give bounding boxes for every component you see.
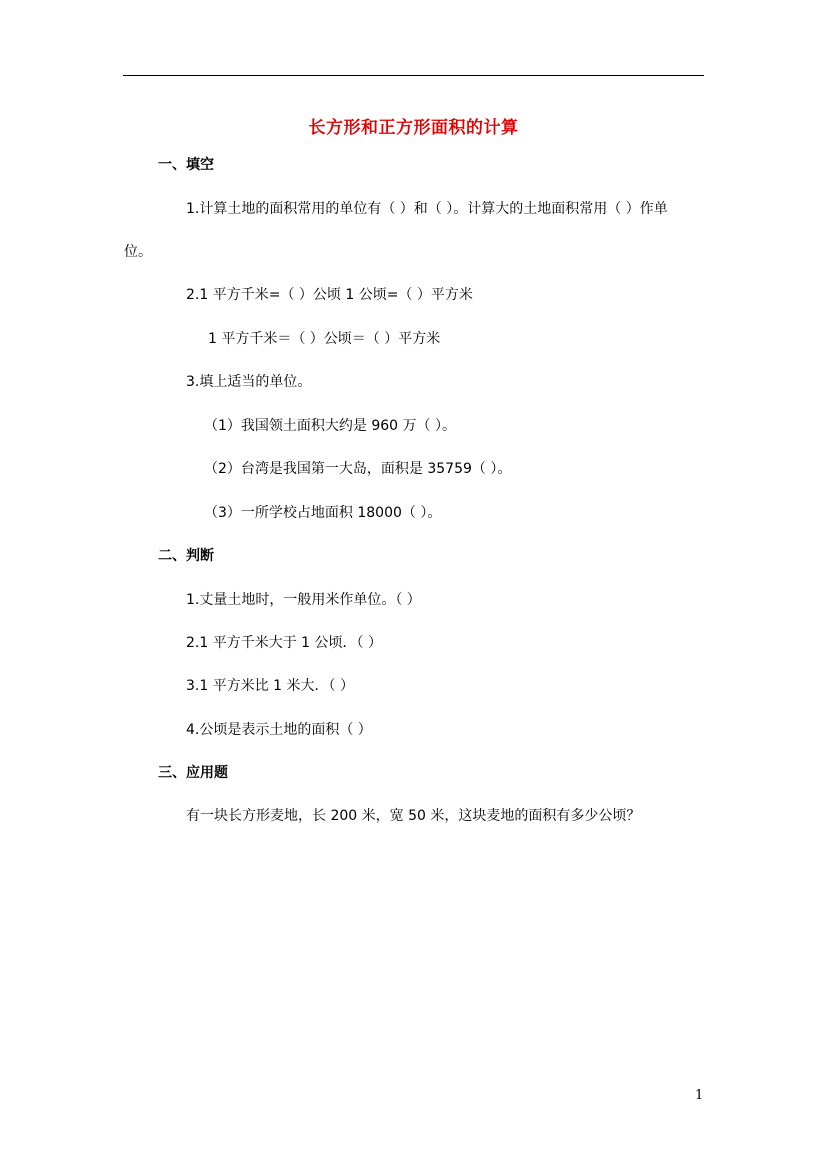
question-line: 2.1 平方千米=（ ）公顷 1 公顷=（ ）平方米 [186,287,473,303]
section-heading-fill-blank: 一、填空 [158,157,214,173]
question-line: （3）一所学校占地面积 18000（ ）。 [204,505,442,521]
section-heading-judgement: 二、判断 [158,548,214,564]
question-line: 1.计算土地的面积常用的单位有（ ）和（ ）。计算大的土地面积常用（ ）作单 [186,201,668,217]
question-line: （2）台湾是我国第一大岛，面积是 35759（ ）。 [204,461,512,477]
page-title: 长方形和正方形面积的计算 [308,118,519,138]
question-line: 1 平方千米＝（ ）公顷＝（ ）平方米 [208,331,441,347]
page-number: 1 [695,1088,704,1103]
question-line: 3.填上适当的单位。 [186,374,312,390]
question-line: 有一块长方形麦地，长 200 米，宽 50 米，这块麦地的面积有多少公顷？ [186,808,641,824]
section-heading-application: 三、应用题 [158,765,228,781]
question-line: 3.1 平方米比 1 米大．（ ） [186,678,354,694]
question-line: 位。 [124,244,152,260]
question-line: 1.丈量土地时，一般用米作单位。（ ） [186,592,421,608]
question-line: 2.1 平方千米大于 1 公顷．（ ） [186,635,382,651]
question-line: （1）我国领土面积大约是 960 万（ ）。 [204,418,456,434]
header-rule [123,75,704,76]
question-line: 4.公顷是表示土地的面积（ ） [186,722,372,738]
